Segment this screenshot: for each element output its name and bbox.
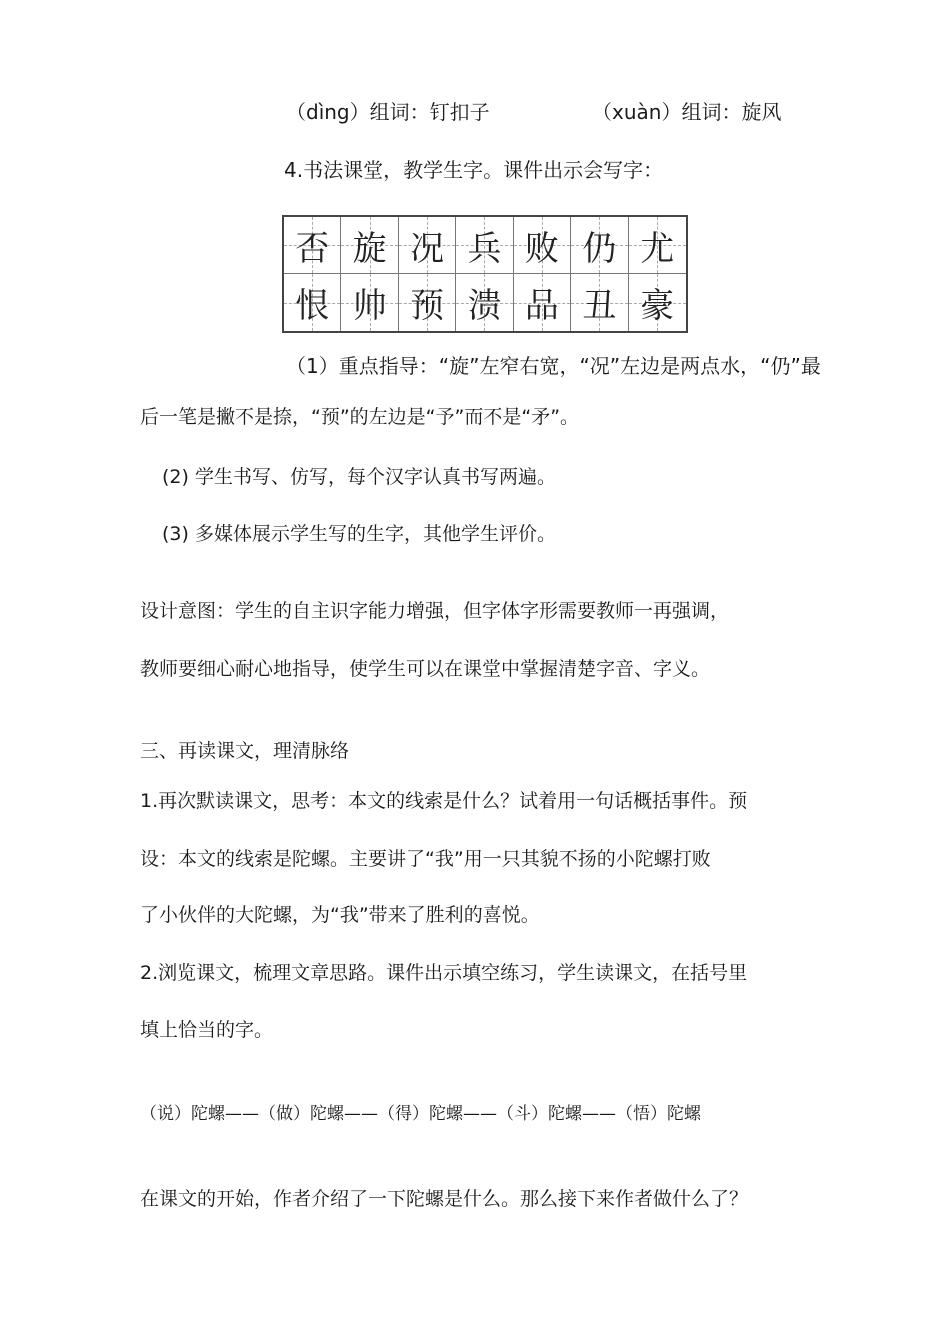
grid-cell: 溃 (456, 274, 513, 331)
task-1-line-2: 设：本文的线索是陀螺。主要讲了“我”用一只其貌不扬的小陀螺打败 (140, 848, 711, 870)
grid-cell: 豪 (629, 274, 686, 331)
design-intent-line-1: 设计意图：学生的自主识字能力增强，但字体字形需要教师一再强调， (140, 600, 730, 622)
grid-cell: 败 (514, 217, 571, 274)
task-2-line-2: 填上恰当的字。 (140, 1019, 274, 1041)
practice-step-2: (2) 学生书写、仿写，每个汉字认真书写两遍。 (162, 466, 556, 488)
section-heading: 三、再读课文，理清脉络 (140, 740, 350, 762)
calligraphy-heading: 4.书法课堂，教学生字。课件出示会写字： (284, 158, 664, 182)
closing-question: 在课文的开始，作者介绍了一下陀螺是什么。那么接下来作者做什么了？ (140, 1188, 749, 1210)
grid-cell: 恨 (284, 274, 341, 331)
practice-step-3: (3) 多媒体展示学生写的生字，其他学生评价。 (162, 523, 556, 545)
grid-cell: 预 (399, 274, 456, 331)
fill-in-sequence: （说）陀螺——（做）陀螺——（得）陀螺——（斗）陀螺——（悟）陀螺 (140, 1104, 701, 1124)
pinyin-xuan-line: （xuàn）组词：旋风 (592, 100, 782, 124)
grid-cell: 况 (399, 217, 456, 274)
design-intent-line-2: 教师要细心耐心地指导，使学生可以在课堂中掌握清楚字音、字义。 (140, 658, 711, 680)
task-1-line-3: 了小伙伴的大陀螺，为“我”带来了胜利的喜悦。 (140, 904, 540, 926)
pinyin-ding-line: （dìng）组词：钉扣子 (286, 100, 490, 124)
character-grid (282, 215, 688, 333)
grid-cell: 品 (514, 274, 571, 331)
grid-cell: 否 (284, 217, 341, 274)
grid-cell: 丑 (571, 274, 628, 331)
grid-cell: 旋 (341, 217, 398, 274)
grid-cell: 仍 (571, 217, 628, 274)
grid-cell: 兵 (456, 217, 513, 274)
guidance-line-2: 后一笔是撇不是捺，“预”的左边是“予”而不是“矛”。 (140, 406, 580, 428)
guidance-line-1: （1）重点指导：“旋”左窄右宽，“况”左边是两点水，“仍”最 (286, 354, 821, 378)
grid-cell: 帅 (341, 274, 398, 331)
task-2-line-1: 2.浏览课文，梳理文章思路。课件出示填空练习，学生读课文，在括号里 (140, 962, 748, 984)
grid-cell: 尤 (629, 217, 686, 274)
task-1-line-1: 1.再次默读课文，思考：本文的线索是什么？试着用一句话概括事件。预 (140, 790, 748, 812)
